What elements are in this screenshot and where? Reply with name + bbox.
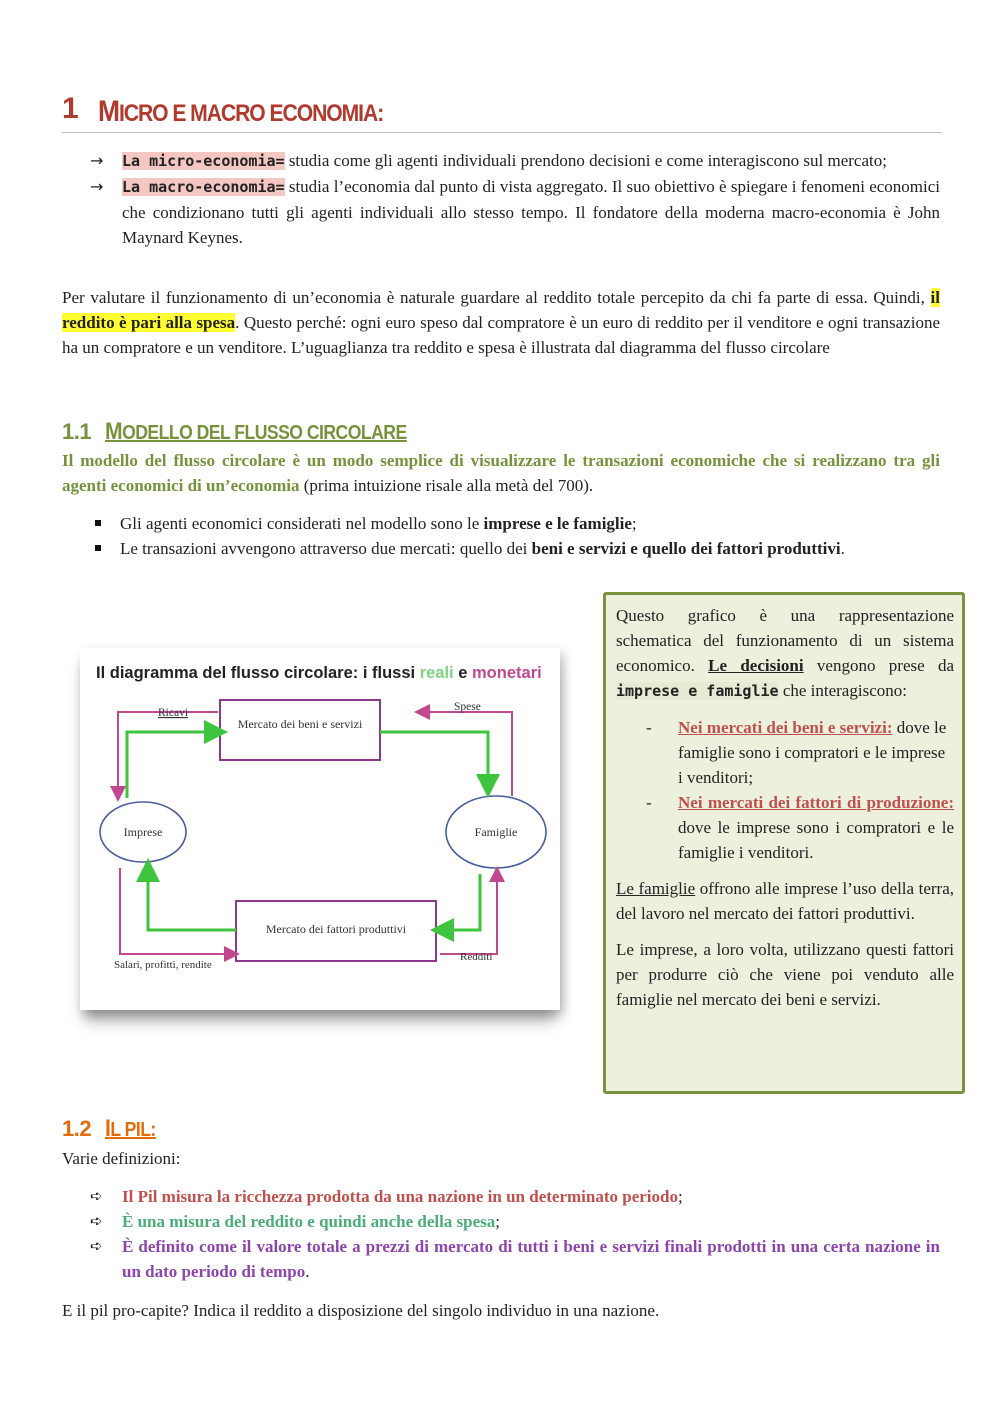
pointing-arrow-icon: ➪ xyxy=(90,1187,103,1205)
list-item: ➪ È definito come il valore totale a prezzi di mercato di tutti i beni e servizi finali prodotti in una certa nazione in un dato periodo di tempo. xyxy=(90,1234,940,1284)
list-item: ➪ È una misura del reddito e quindi anche della spesa; xyxy=(90,1209,940,1234)
definitions-list xyxy=(90,148,940,250)
money-flow-salari xyxy=(120,868,232,954)
list-item: - Nei mercati dei beni e servizi: dove le famiglie sono i compratori e le imprese i venditori; xyxy=(646,718,947,787)
highlight-income-equals-spending: il reddito è pari alla spesa xyxy=(62,288,940,332)
explanation-box xyxy=(603,592,965,1094)
pil-pro-capite: E il pil pro-capite? Indica il reddito a disposizione del singolo individuo in una nazione. xyxy=(62,1301,660,1320)
pil-intro: Varie definizioni: xyxy=(62,1149,181,1168)
pil-definitions xyxy=(90,1184,940,1284)
circular-flow-diagram xyxy=(80,648,560,1010)
arrow-right-icon: → xyxy=(90,151,104,170)
factors-market-label: Mercato dei fattori produttivi xyxy=(265,922,407,936)
money-flow-spese xyxy=(422,712,512,796)
sidebox-paragraph-3: Le imprese, a loro volta, utilizzano questi fattori per produrre ciò che viene poi venduto alle famiglie nel mercato dei beni e servizi. xyxy=(616,940,954,1009)
real-flow-factors-to-firms xyxy=(148,870,236,930)
section-1-1-lead: Il modello del flusso circolare è un modo semplice di visualizzare le transazioni economiche che si realizzano tra gli agenti economici di un’economia (prima intuizione risale alla metà del 700). xyxy=(62,451,940,495)
heading-1-1: 1.1 MODELLO DEL FLUSSO CIRCOLARE xyxy=(62,418,407,445)
intro-paragraph: Per valutare il funzionamento di un’economia è naturale guardare al reddito totale percepito da chi fa parte di essa. Quindi, il reddito è pari alla spesa. Questo perché: ogni euro speso dal compratore è un euro di reddito per il venditore e ogni transazione ha un compratore e un venditore. L’uguaglianza tra reddito e spesa è illustrata dal diagramma del flusso circolare xyxy=(62,288,940,357)
real-flow-firms-to-goods xyxy=(127,732,216,798)
list-item: Le transazioni avvengono attraverso due mercati: quello dei beni e servizi e quello dei fattori produttivi. xyxy=(62,536,940,561)
goods-market-label: Mercato dei beni e servizi xyxy=(237,717,363,731)
pointing-arrow-icon: ➪ xyxy=(90,1237,103,1255)
heading-1-number: 1 xyxy=(62,92,78,125)
sidebox-paragraph-2: Le famiglie offrono alle imprese l’uso della terra, del lavoro nel mercato dei fattori produttivi. xyxy=(616,879,955,923)
sidebox-paragraph-1: Questo grafico è una rappresentazione schematica del funzionamento di un sistema economico. Le decisioni vengono prese da imprese e famiglie che interagiscono: xyxy=(616,606,954,700)
micro-term: La micro-economia= xyxy=(122,152,285,170)
heading-1-title: MICRO E MACRO ECONOMIA: xyxy=(98,95,384,128)
list-item: ➪ Il Pil misura la ricchezza prodotta da una nazione in un determinato periodo; xyxy=(90,1184,940,1209)
ricavi-label: Ricavi xyxy=(158,707,189,719)
list-item: - Nei mercati dei fattori di produzione: dove le imprese sono i compratori e le famiglie i venditori. xyxy=(646,793,954,862)
macro-text: studia l’economia dal punto di vista aggregato. Il suo obiettivo è spiegare i fenomeni economici che condizionano tutti gli agenti individuali allo stesso tempo. Il fondatore della moderna macro-economia è John Maynard Keynes. xyxy=(122,177,941,247)
real-flow-families-to-factors xyxy=(442,874,480,930)
agents-list xyxy=(62,511,940,561)
micro-definition xyxy=(90,148,940,174)
money-flow-ricavi xyxy=(118,712,218,794)
real-flow-goods-to-families xyxy=(380,732,488,786)
spese-label: Spese xyxy=(454,701,481,713)
families-label: Famiglie xyxy=(474,825,518,839)
arrow-right-icon: → xyxy=(90,177,104,196)
diagram-title: Il diagramma del flusso circolare: i flussi reali e monetari xyxy=(96,664,542,682)
macro-term: La macro-economia= xyxy=(122,178,285,196)
macro-definition xyxy=(90,174,940,250)
heading-1 xyxy=(62,92,942,133)
money-flow-redditi xyxy=(440,874,497,954)
pointing-arrow-icon: ➪ xyxy=(90,1212,103,1230)
micro-text: studia come gli agenti individuali prendono decisioni e come interagiscono sul mercato; xyxy=(284,151,887,170)
list-item: Gli agenti economici considerati nel modello sono le imprese e le famiglie; xyxy=(62,511,940,536)
firms-label: Imprese xyxy=(123,825,163,839)
salari-label: Salari, profitti, rendite xyxy=(114,959,212,971)
redditi-label: Redditi xyxy=(460,951,493,963)
heading-1-2: 1.2 IL PIL: xyxy=(62,1115,156,1142)
